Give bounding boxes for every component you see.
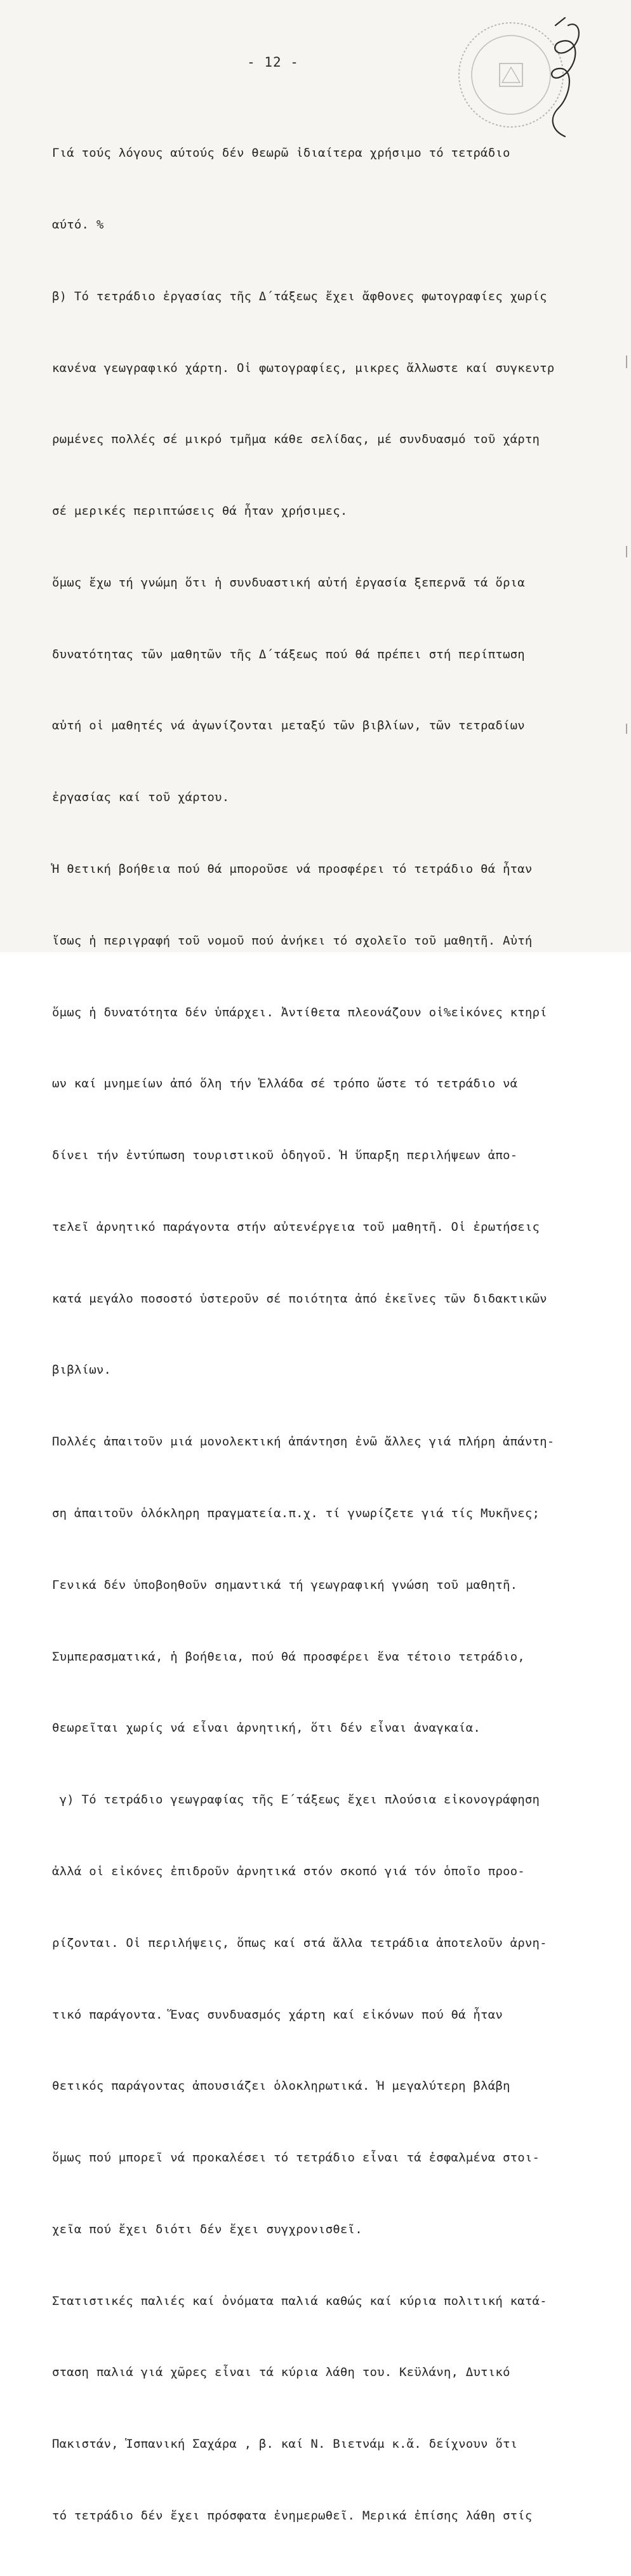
text-line: ἴσως ἡ περιγραφή τοῦ νομοῦ πού ἀνήκει τό σχολεῖο τοῦ μαθητῆ. Αὐτή — [52, 933, 533, 948]
text-line: ρωμένες πολλές σέ μικρό τμῆμα κάθε σελίδας, μέ συνδυασμό τοῦ χάρτη — [52, 432, 540, 447]
text-line: σέ μερικές περιπτώσεις θά ἦταν χρήσιμες. — [52, 504, 348, 519]
text-line: ἐργασίας καί τοῦ χάρτου. — [52, 790, 230, 805]
text-line: Πακιστάν, Ἱσπανική Σαχάρα , β. καί Ν. Βιετνάμ κ.ἄ. δείχνουν ὅτι — [52, 2437, 518, 2452]
text-line: ὅμως πού μπορεῖ νά προκαλέσει τό τετράδιο εἶναι τά ἐσφαλμένα στοι- — [52, 2151, 540, 2165]
text-line: αὐτή οἱ μαθητές νά ἀγωνίζονται μεταξύ τῶν βιβλίων, τῶν τετραδίων — [52, 719, 525, 733]
text-line: σταση παλιά γιά χῶρες εἶναι τά κύρια λάθη του. Κεϋλάνη, Δυτικό — [52, 2365, 510, 2380]
text-line: Συμπερασματικά, ἡ βοήθεια, πού θά προσφέρει ἕνα τέτοιο τετράδιο, — [52, 1649, 525, 1664]
text-line: κανένα γεωγραφικό χάρτη. Οἱ φωτογραφίες, μικρες ἄλλωστε καί συγκεντρ — [52, 361, 555, 375]
scan-edge-mark — [626, 724, 627, 734]
text-line: δυνατότητας τῶν μαθητῶν τῆς Δ΄τάξεως πού θά πρέπει στή περίπτωση — [52, 647, 525, 661]
text-line: Γιά τούς λόγους αύτούς δέν θεωρῶ ἰδιαίτερα χρήσιμο τό τετράδιο — [52, 146, 510, 161]
page-number: - 12 - — [247, 55, 299, 70]
text-line: κατά μεγάλο ποσοστό ὑστεροῦν σέ ποιότητα ἀπό ἐκεῖνες τῶν διδακτικῶν — [52, 1291, 547, 1306]
scan-edge-mark — [626, 546, 627, 557]
text-line: Γενικά δέν ὑποβοηθοῦν σημαντικά τή γεωγραφική γνώση τοῦ μαθητῆ. — [52, 1577, 518, 1592]
text-line: Στατιστικές παλιές καί ὀνόματα παλιά καθώς καί κύρια πολιτική κατά- — [52, 2294, 547, 2308]
text-line: βιβλίων. — [52, 1363, 112, 1378]
text-line: β) Τό τετράδιο ἐργασίας τῆς Δ΄τάξεως ἔχει ἄφθονες φωτογραφίες χωρίς — [52, 289, 547, 303]
text-line: Ἡ θετική βοήθεια πού θά μποροῦσε νά προσφέρει τό τετράδιο θά ἦταν — [52, 862, 533, 876]
text-line: χεῖα πού ἔχει διότι δέν ἔχει συγχρονισθεῖ. — [52, 2222, 362, 2236]
text-line: δίνει τήν ἐντύπωση τουριστικοῦ ὁδηγοῦ. Ἡ ὕπαρξη περιλήψεων ἀπο- — [52, 1148, 518, 1163]
text-line: Πολλές ἀπαιτοῦν μιά μονολεκτική ἀπάντηση ἐνῶ ἄλλες γιά πλήρη ἀπάντη- — [52, 1435, 555, 1449]
text-line: ση ἀπαιτοῦν ὁλόκληρη πραγματεία.π.χ. τί γνωρίζετε γιά τίς Μυκῆνες; — [52, 1506, 540, 1521]
text-line: θεωρεῖται χωρίς νά εἶναι ἀρνητική, ὅτι δέν εἶναι ἀναγκαία. — [52, 1721, 481, 1736]
text-line: γ) Τό τετράδιο γεωγραφίας τῆς Ε΄τάξεως ἔχει πλούσια εἰκονογράφηση — [52, 1793, 540, 1807]
text-line: τικό παράγοντα. Ἕνας συνδυασμός χάρτη καί εἰκόνων πού θά ἦταν — [52, 2007, 503, 2022]
body-text — [52, 94, 623, 2576]
scan-edge-mark — [626, 355, 627, 368]
text-line: ρίζονται. Οἱ περιλήψεις, ὅπως καί στά ἄλλα τετράδια ἀποτελοῦν ἀρνη- — [52, 1935, 547, 1950]
text-line: τελεῖ ἀρνητικό παράγοντα στήν αὐτενέργεια τοῦ μαθητῆ. Οἱ ἐρωτήσεις — [52, 1219, 540, 1234]
text-line: θετικός παράγοντας ἀπουσιάζει ὁλοκληρωτικά. Ἡ μεγαλύτερη βλάβη — [52, 2079, 510, 2094]
text-line: ων καί μνημείων ἀπό ὅλη τήν Ἑλλάδα σέ τρόπο ὥστε τό τετράδιο νά — [52, 1077, 518, 1091]
text-line: ὅμως ἔχω τή γνώμη ὅτι ἡ συνδυαστική αὐτή ἐργασία ξεπερνᾶ τά ὅρια — [52, 575, 525, 590]
text-line: ὅμως ἡ δυνατότητα δέν ὑπάρχει. Ἀντίθετα πλεονάζουν οἱ%εἰκόνες κτηρί — [52, 1005, 547, 1019]
text-line: τό τετράδιο δέν ἔχει πρόσφατα ἐνημερωθεῖ. Μερικά ἐπίσης λάθη στίς — [52, 2508, 533, 2523]
text-line: ἀλλά οἱ εἰκόνες ἐπιδροῦν ἀρνητικά στόν σκοπό γιά τόν ὁποῖο προο- — [52, 1864, 525, 1878]
text-line: αύτό. % — [52, 217, 104, 232]
